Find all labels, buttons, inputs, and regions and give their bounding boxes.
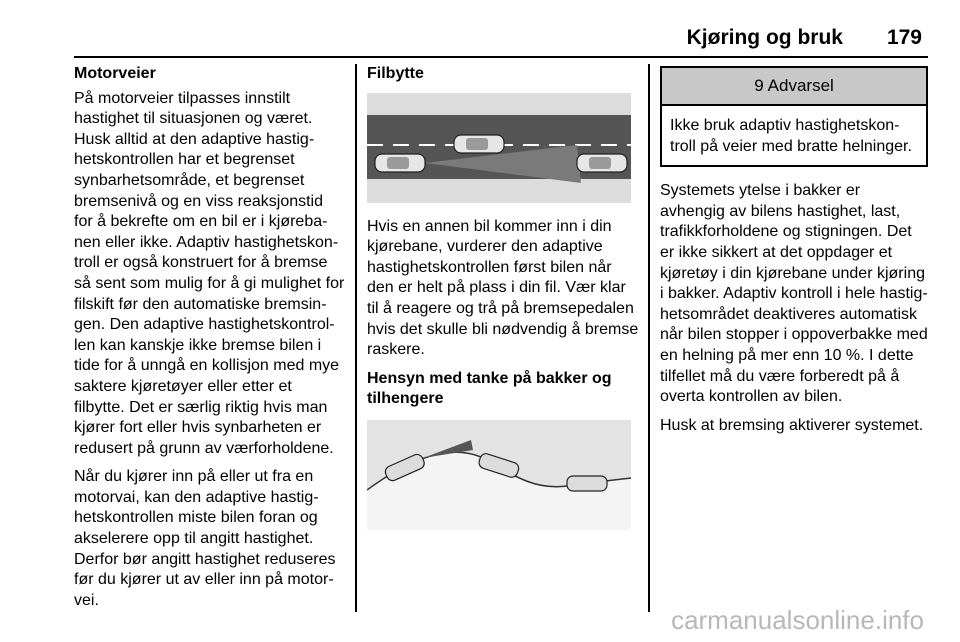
warning-text: Ikke bruk adaptiv hastighetskontroll på veier med bratte helninger. bbox=[670, 117, 912, 155]
paragraph: På motorveier tilpasses innstilt hastighet til situasjonen og været. Husk alltid at den adaptive hastighetskontrollen har et begrenset synbarhetsområde, et begrenset bremsenivå og en viss reaksjonstid for å bekrefte om en bil er i kjørebanen eller ikke. Adaptiv hastighetskontroll er også konstruert for å bremse så sent som mulig for å gi mulighet for filskift før den automatiske bremsingen. Den adaptive hastighetskontrollen kan kanskje ikke bremse bilen i tide for å unngå en kollisjon med mye saktere kjøretøyer eller etter et filbytte. Det er særlig riktig hvis man kjører fort eller hvis synbarheten er redusert på grunn av værforholdene. bbox=[74, 89, 345, 457]
column-divider bbox=[355, 64, 357, 612]
page-number: 179 bbox=[886, 26, 922, 49]
column-3 bbox=[660, 64, 928, 444]
heading-hills-trailers: Hensyn med tanke på bakker og tilhengere bbox=[367, 369, 612, 408]
heading-lane-change: Filbytte bbox=[367, 65, 424, 82]
hills-illustration bbox=[367, 420, 631, 530]
paragraph: Systemets ytelse i bakker er avhengig av bilens hastighet, last, trafikkforholdene og stigningen. Det er ikke sikkert at det oppdager et kjøretøy i din kjørebane under kjøring i bakker. Adaptiv kontroll i hele hastighetsområdet deaktiveres automatisk når bilen stopper i oppoverbakke med en helning på mer enn 10 %. I dette tilfellet må du være forberedt på å overta kontrollen av bilen. bbox=[660, 182, 928, 406]
watermark: carmanualsonline.info bbox=[671, 605, 924, 635]
heading-motorways: Motorveier bbox=[74, 65, 156, 82]
paragraph: Hvis en annen bil kommer inn i din kjørebane, vurderer den adaptive hastighetskontrollen først bilen når den er helt på plass i din fil. Vær klar til å reagere og trå på bremsepedalen hvis det skulle bli nødvendig å bremse raskere. bbox=[367, 217, 639, 359]
warning-box bbox=[660, 66, 928, 167]
page-header bbox=[687, 26, 922, 54]
paragraph: Når du kjører inn på eller ut fra en motorvai, kan den adaptive hastighetskontrollen miste bilen foran og akselerere opp til angitt hastighet. Derfor bør angitt hastighet reduseres før du kjører ut av eller inn på motorvei. bbox=[74, 468, 336, 609]
column-divider bbox=[648, 64, 650, 612]
warning-title: Advarsel bbox=[767, 75, 834, 95]
warning-header bbox=[662, 68, 926, 106]
paragraph: Husk at bremsing aktiverer systemet. bbox=[660, 416, 924, 434]
header-rule bbox=[74, 56, 928, 58]
lane-change-illustration bbox=[367, 93, 631, 203]
section-title: Kjøring og bruk bbox=[686, 26, 843, 49]
column-1 bbox=[74, 64, 346, 619]
warning-icon: 9 bbox=[754, 75, 764, 95]
column-2 bbox=[367, 64, 641, 530]
